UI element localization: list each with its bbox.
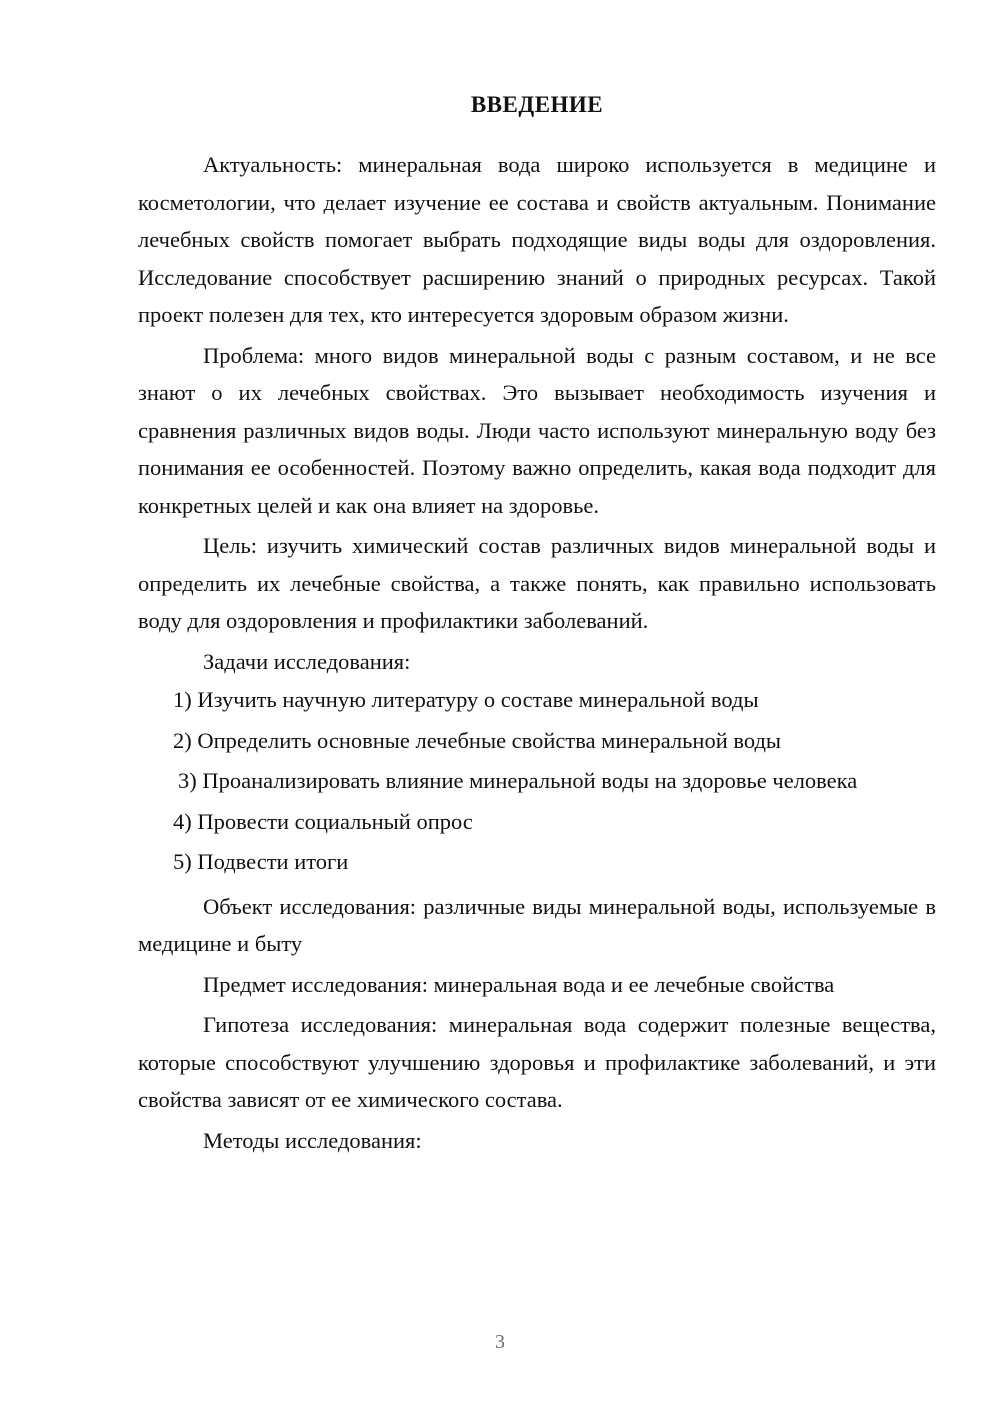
list-item: 4) Провести социальный опрос xyxy=(173,808,473,834)
paragraph-goal: Цель: изучить химический состав различных видов минеральной воды и определить их лечебные свойства, а также понять, как правильно использовать воду для оздоровления и профилактики заболеваний. xyxy=(138,533,936,633)
paragraph-relevance: Актуальность: минеральная вода широко используется в медицине и косметологии, что делает изучение ее состава и свойств актуальным. Понимание лечебных свойств помогает выбрать подходящие виды воды для оздоровления. Исследование способствует расширению знаний о природных ресурсах. Такой проект полезен для тех, кто интересуется здоровым образом жизни. xyxy=(138,152,936,327)
heading-methods: Методы исследования: xyxy=(203,1127,422,1153)
page-title: ВВЕДЕНИЕ xyxy=(470,92,604,117)
paragraph-object: Объект исследования: различные виды минеральной воды, используемые в медицине и быту xyxy=(138,893,936,956)
heading-tasks: Задачи исследования: xyxy=(203,648,411,674)
list-item: 5) Подвести итоги xyxy=(173,849,349,874)
document-body xyxy=(138,90,936,1162)
list-item: 3) Проанализировать влияние минеральной воды на здоровье человека xyxy=(178,768,858,793)
list-item: 1) Изучить научную литературу о составе минеральной воды xyxy=(173,687,759,712)
page-number: 3 xyxy=(495,1331,505,1353)
paragraph-subject: Предмет исследования: минеральная вода и ее лечебные свойства xyxy=(203,971,835,997)
list-item: 2) Определить основные лечебные свойства минеральной воды xyxy=(173,727,782,753)
paragraph-problem: Проблема: много видов минеральной воды с разным составом, и не все знают о их лечебных свойствах. Это вызывает необходимость изучения и сравнения различных видов воды. Люди часто используют минеральную воду без понимания ее особенностей. Поэтому важно определить, какая вода подходит для конкретных целей и как она влияет на здоровье. xyxy=(138,342,936,518)
tasks-list xyxy=(138,681,936,881)
paragraph-hypothesis: Гипотеза исследования: минеральная вода содержит полезные вещества, которые способствуют улучшению здоровья и профилактике заболеваний, и эти свойства зависят от ее химического состава. xyxy=(138,1012,936,1112)
